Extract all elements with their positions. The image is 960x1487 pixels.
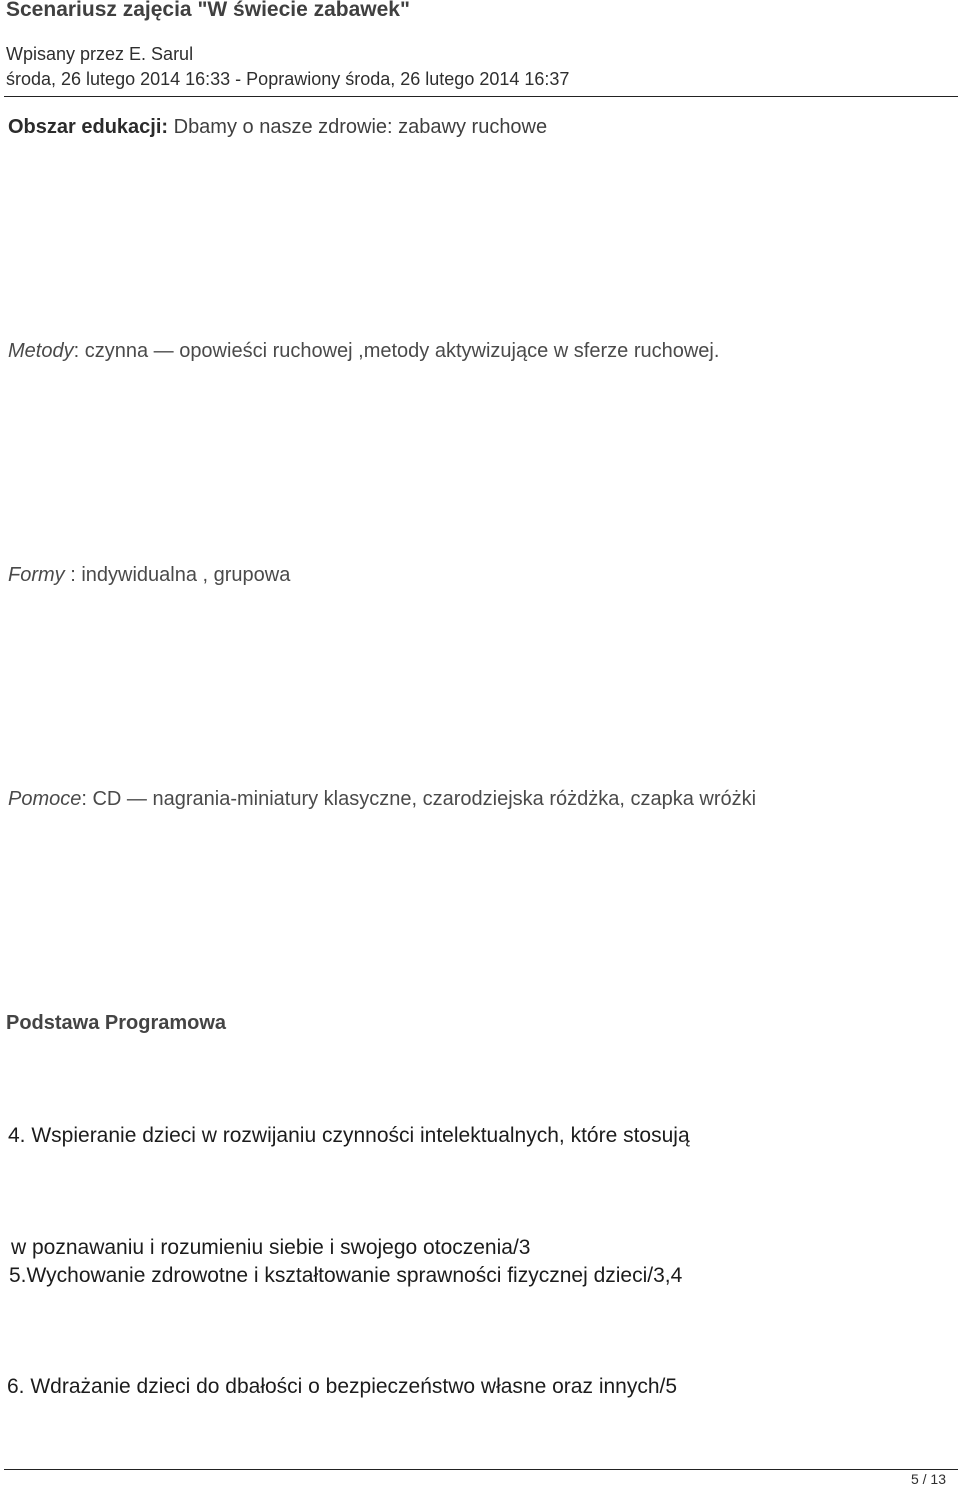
forms-line bbox=[8, 563, 290, 587]
education-area-label: Obszar edukacji: bbox=[8, 116, 169, 138]
curriculum-item-5: 5.Wychowanie zdrowotne i kształtowanie sprawności fizycznej dzieci/3,4 bbox=[9, 1264, 683, 1287]
methods-text: : czynna — opowieści ruchowej ,metody aktywizujące w sferze ruchowej. bbox=[73, 340, 720, 362]
forms-label: Formy bbox=[8, 564, 65, 586]
document-title: Scenariusz zajęcia "W świecie zabawek" bbox=[6, 0, 410, 21]
aids-text: : CD — nagrania-miniatury klasyczne, czarodziejska różdżka, czapka wróżki bbox=[81, 788, 757, 810]
aids-line bbox=[8, 787, 756, 811]
curriculum-item-6: 6. Wdrażanie dzieci do dbałości o bezpieczeństwo własne oraz innych/5 bbox=[7, 1375, 678, 1398]
aids-label: Pomoce bbox=[8, 788, 82, 810]
curriculum-item-4-continued: w poznawaniu i rozumieniu siebie i swojego otoczenia/3 bbox=[11, 1236, 531, 1259]
publish-dates: środa, 26 lutego 2014 16:33 - Poprawiony środa, 26 lutego 2014 16:37 bbox=[6, 69, 570, 89]
methods-line bbox=[8, 339, 719, 363]
education-area-line bbox=[8, 115, 547, 139]
author-byline: Wpisany przez E. Sarul bbox=[6, 44, 194, 64]
forms-text: : indywidualna , grupowa bbox=[64, 564, 291, 586]
footer-divider bbox=[4, 1469, 958, 1470]
header-divider bbox=[4, 96, 958, 97]
methods-label: Metody bbox=[8, 340, 74, 362]
curriculum-heading: Podstawa Programowa bbox=[6, 1012, 227, 1034]
education-area-text: Dbamy o nasze zdrowie: zabawy ruchowe bbox=[168, 116, 548, 138]
curriculum-item-4: 4. Wspieranie dzieci w rozwijaniu czynności intelektualnych, które stosują bbox=[8, 1124, 690, 1147]
page-number: 5 / 13 bbox=[910, 1471, 946, 1487]
